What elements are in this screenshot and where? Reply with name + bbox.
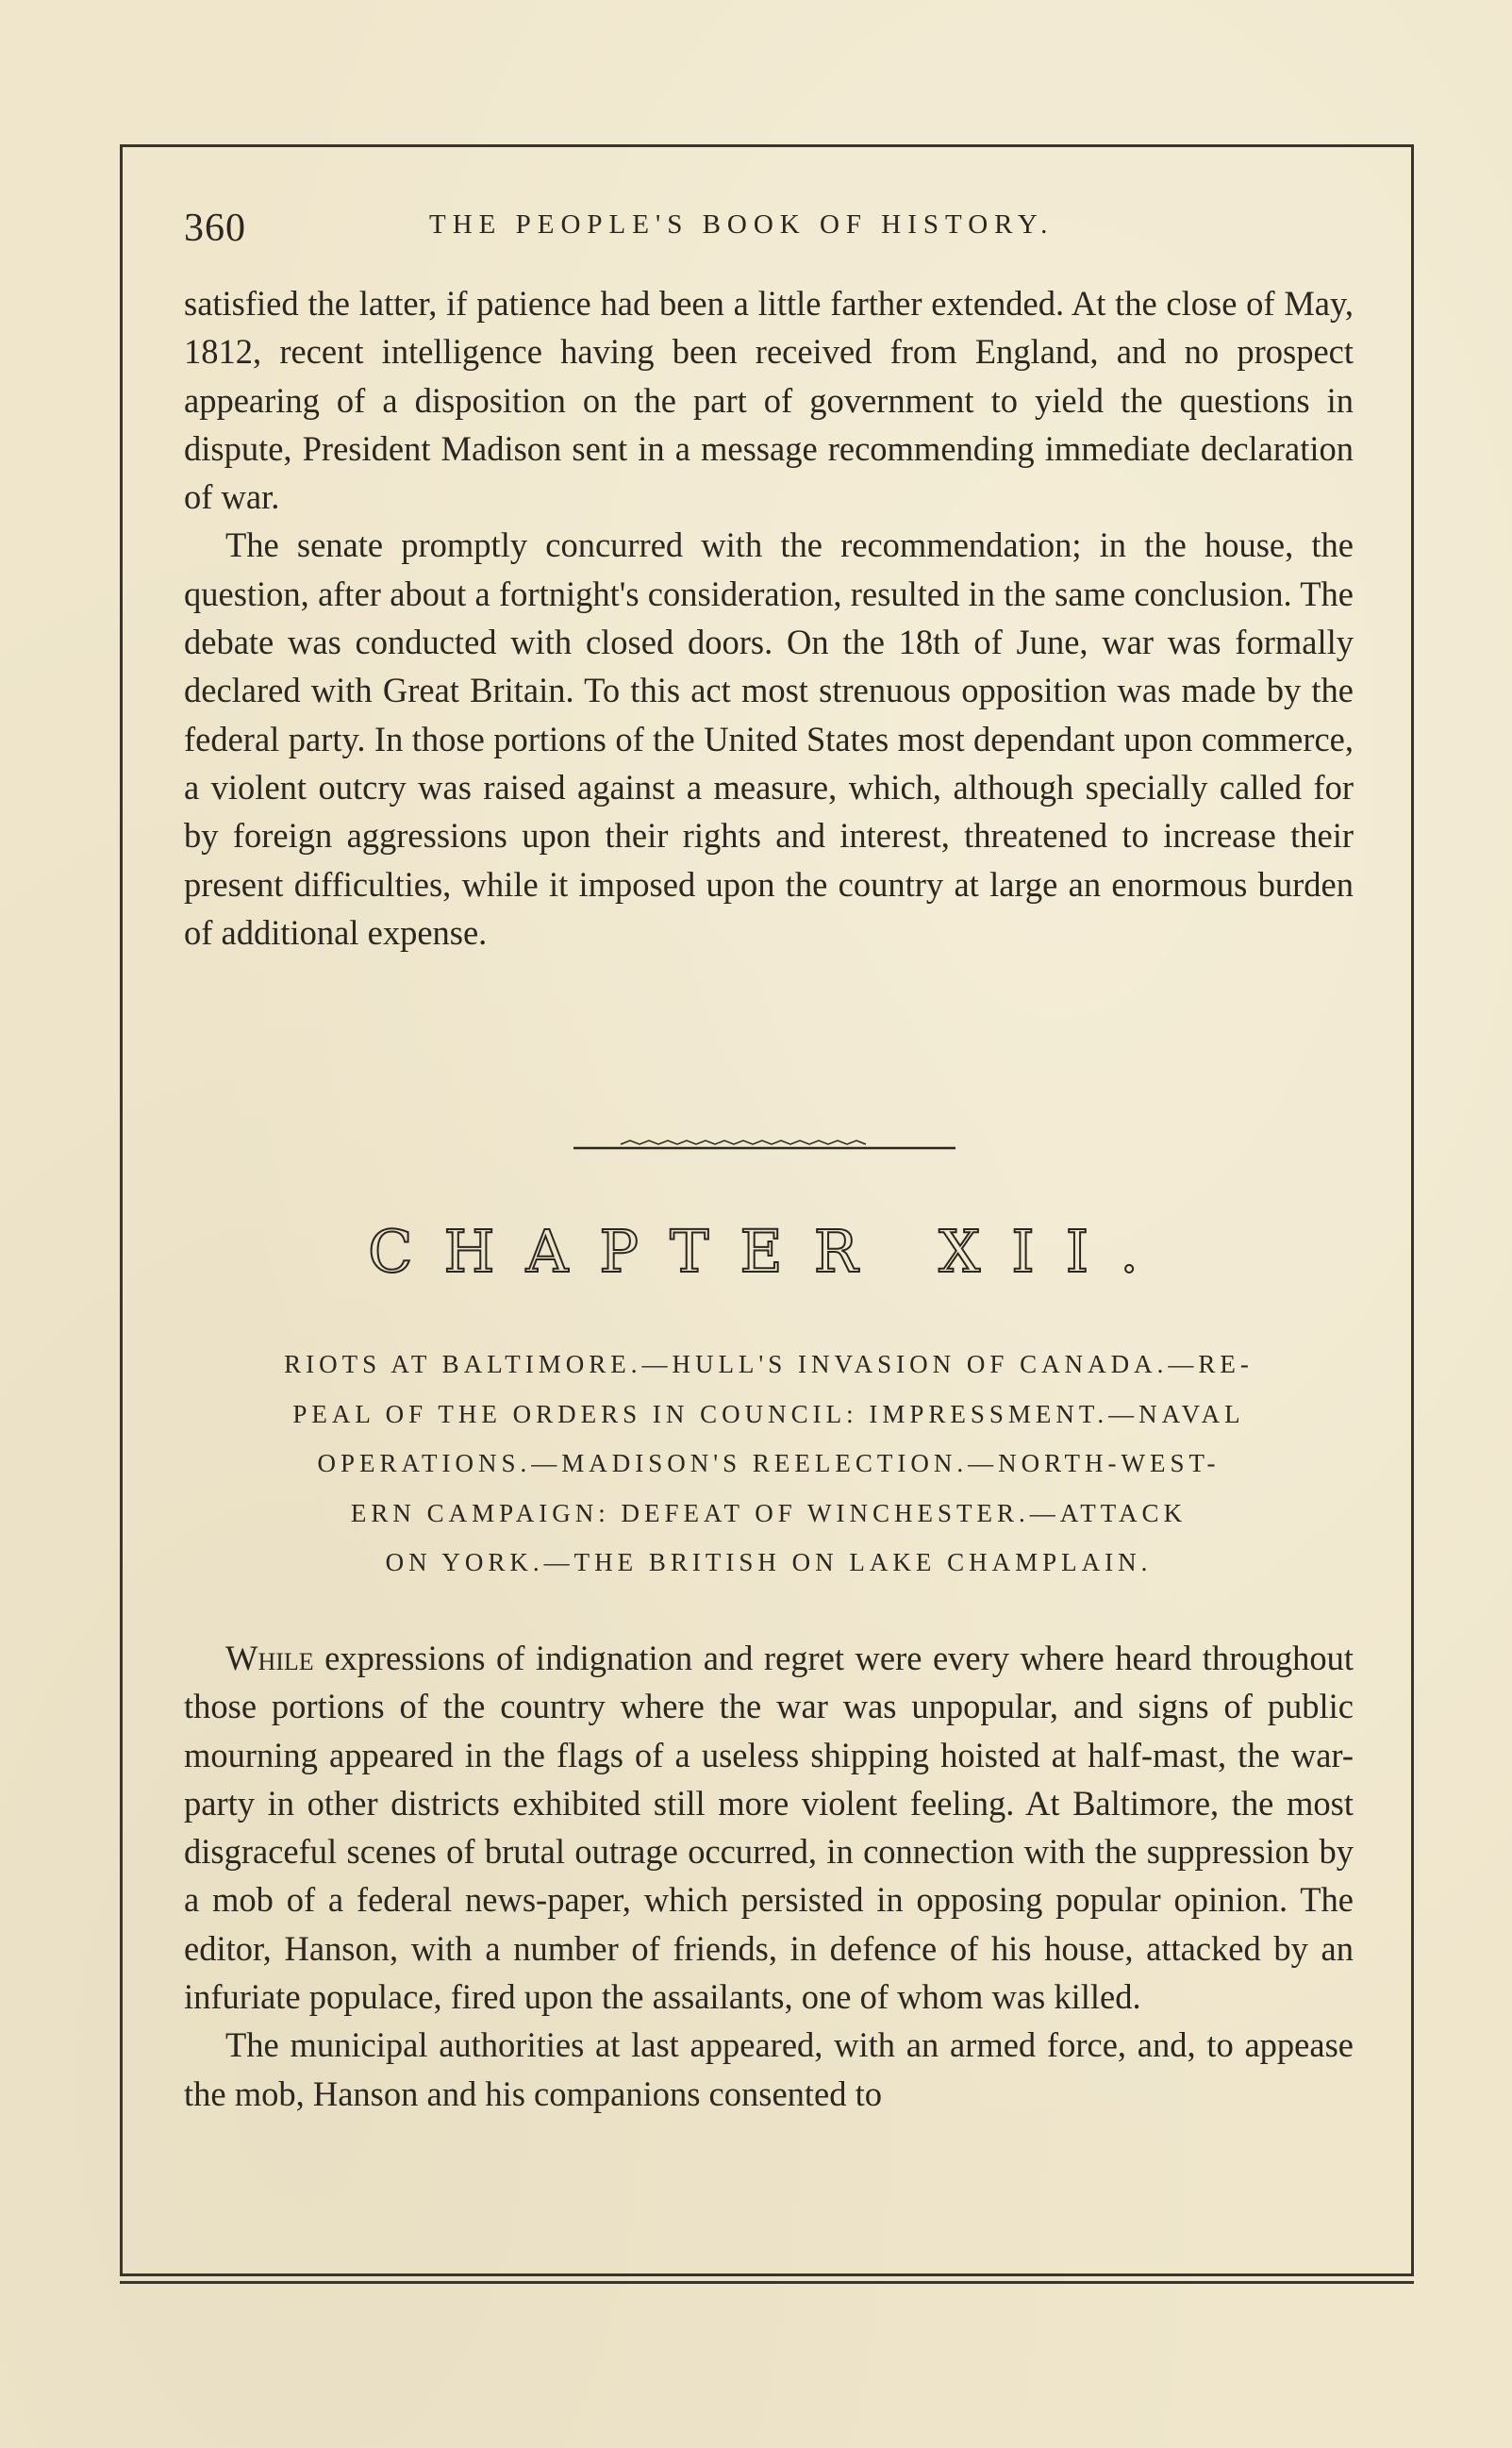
page-header [184,206,1354,262]
preceding-chapter-text [184,279,1354,957]
page-border-bottom-rule [120,2281,1414,2284]
synopsis-line: ON YORK.—THE BRITISH ON LAKE CHAMPLAIN. [385,1548,1153,1576]
chapter-body-text [184,1634,1354,2118]
section-divider-ornament [573,1138,955,1155]
chapter-title: CHAPTER XII. [368,1217,1170,1286]
synopsis-line: RIOTS AT BALTIMORE.—HULL'S INVASION OF CANADA.—RE- [284,1350,1254,1378]
synopsis-line: OPERATIONS.—MADISON'S REELECTION.—NORTH-WEST- [317,1449,1221,1477]
synopsis-line: ERN CAMPAIGN: DEFEAT OF WINCHESTER.—ATTACK [350,1498,1188,1527]
paragraph-senate: The senate promptly concurred with the recommendation; in the house, the question, after about a fortnight's consideration, resulted in the same conclusion. The debate was conducted with closed doors. On the 18th of June, war was formally declared with Great Britain. To this act most strenuous opposition was made by the federal party. In those portions of the United States most dependant upon commerce, a violent outcry was raised against a measure, which, although specially called for by foreign aggressions upon their rights and interest, threatened to increase their present difficulties, while it imposed upon the country at large an enormous burden of additional expense. [184,525,1354,952]
paragraph-continued: satisfied the latter, if patience had been a little farther extended. At the close of May, 1812, recent intelligence having been received from England, and no prospect appearing of a disposition on the part of government to yield the questions in dispute, President Madison sent in a message recommending immediate declaration of war. [184,284,1354,517]
opening-word: While [225,1639,314,1677]
paragraph-baltimore [184,1634,1354,2021]
paragraph-municipal: The municipal authorities at last appeared, with an armed force, and, to appease the mob, Hanson and his companions consented to [184,2025,1354,2113]
page-number: 360 [184,207,246,250]
running-title: THE PEOPLE'S BOOK OF HISTORY. [429,209,1055,240]
paragraph-baltimore-text: expressions of indignation and regret were every where heard throughout those portions of the country where the war was unpopular, and signs of public mourning appeared in the flags of a useless shipping hoisted at half-mast, the war-party in other districts exhibited still more violent feeling. At Baltimore, the most disgraceful scenes of brutal outrage occurred, in connection with the suppression by a mob of a federal news-paper, which persisted in opposing popular opinion. The editor, Hanson, with a number of friends, in defence of his house, attacked by an infuriate populace, fired upon the assailants, one of whom was killed. [184,1639,1354,2017]
chapter-synopsis [184,1340,1354,1588]
synopsis-line: PEAL OF THE ORDERS IN COUNCIL: IMPRESSMENT.—NAVAL [292,1399,1245,1428]
